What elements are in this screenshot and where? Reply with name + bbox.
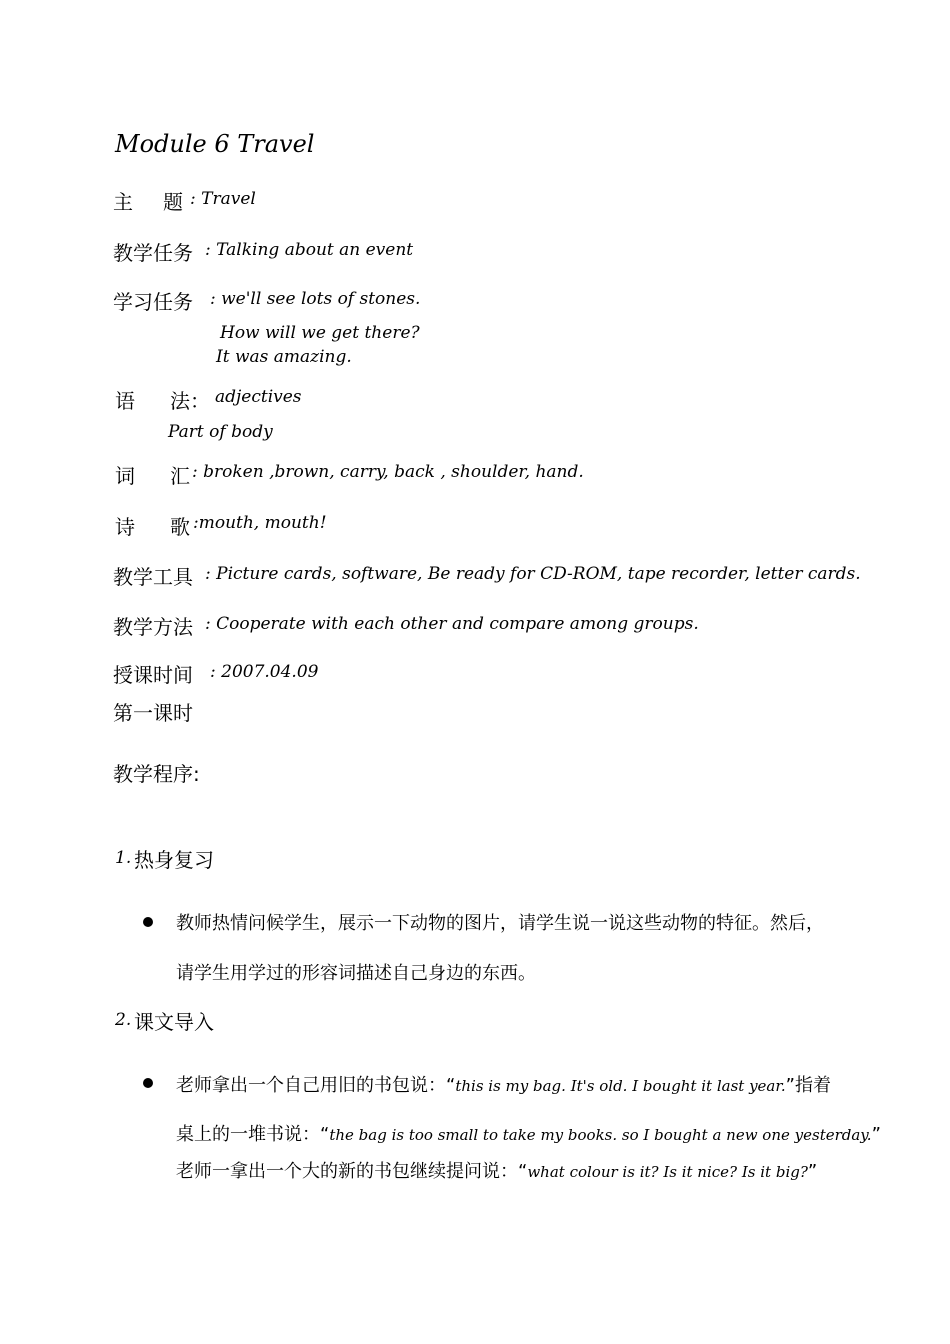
- section-2-line-1: [176, 1071, 846, 1097]
- section-2-line-3-en: what colour is it? Is it nice? Is it big?: [527, 1163, 808, 1181]
- section-2-line-2-end: ”: [871, 1124, 881, 1145]
- section-2-line-3-cn: 老师一拿出一个大的新的书包继续提问说：“: [176, 1161, 528, 1182]
- section-2-line-1-end: ”指着: [785, 1075, 831, 1096]
- poem-label-1: 诗: [115, 515, 135, 539]
- topic-label-1: 主: [113, 190, 133, 214]
- poem-value: :mouth, mouth!: [193, 513, 327, 533]
- vocabulary-label-1: 词: [115, 464, 135, 488]
- tools-label: 教学工具: [113, 565, 193, 589]
- section-1-heading: 热身复习: [134, 848, 214, 872]
- section-2-line-3: [176, 1157, 846, 1183]
- tools-value: : Picture cards, software, Be ready for CD-ROM, tape recorder, letter cards.: [205, 564, 861, 584]
- topic-label-2: 题: [163, 190, 183, 214]
- learning-task-line-3: It was amazing.: [216, 347, 352, 367]
- document-title: Module 6 Travel: [115, 130, 315, 158]
- poem-label-2: 歌: [170, 515, 190, 539]
- vocabulary-value: : broken ,brown, carry, back , shoulder, hand.: [192, 462, 584, 482]
- grammar-label-1: 语: [115, 389, 135, 413]
- section-1-line-1: 教师热情问候学生，展示一下动物的图片，请学生说一说这些动物的特征。然后，: [176, 913, 824, 934]
- bullet-icon: [143, 917, 153, 927]
- learning-task-label: 学习任务: [113, 290, 193, 314]
- vocabulary-label-2: 汇: [170, 464, 190, 488]
- lesson-time-value: : 2007.04.09: [210, 662, 319, 682]
- section-2-line-2: [176, 1120, 881, 1146]
- procedure-heading: 教学程序:: [113, 762, 200, 786]
- methods-label: 教学方法: [113, 615, 193, 639]
- section-2-line-2-cn: 桌上的一堆书说：“: [176, 1124, 330, 1145]
- section-2-line-1-cn: 老师拿出一个自己用旧的书包说：“: [176, 1075, 456, 1096]
- grammar-value-1: adjectives: [215, 387, 302, 407]
- section-2-line-2-en: the bag is too small to take my books. so I bought a new one yesterday.: [329, 1126, 872, 1144]
- learning-task-line-2: How will we get there?: [220, 323, 420, 343]
- grammar-label-2: 法：: [170, 389, 210, 413]
- topic-value: : Travel: [190, 189, 256, 209]
- bullet-icon: [143, 1078, 153, 1088]
- learning-task-line-1: : we'll see lots of stones.: [210, 289, 421, 309]
- lesson-time-label: 授课时间: [113, 663, 193, 687]
- teaching-task-value: : Talking about an event: [205, 240, 414, 260]
- section-1-line-2: 请学生用学过的形容词描述自己身边的东西。: [176, 963, 536, 984]
- methods-value: : Cooperate with each other and compare among groups.: [205, 614, 699, 634]
- teaching-task-label: 教学任务: [113, 241, 193, 265]
- section-2-number: 2.: [115, 1010, 132, 1030]
- section-1-number: 1.: [115, 848, 132, 868]
- period-label: 第一课时: [113, 701, 193, 725]
- section-2-heading: 课文导入: [134, 1010, 214, 1034]
- grammar-value-2: Part of body: [168, 422, 273, 442]
- section-2-line-1-en: this is my bag. It's old. I bought it last year.: [455, 1077, 786, 1095]
- section-2-line-3-end: ”: [807, 1161, 818, 1182]
